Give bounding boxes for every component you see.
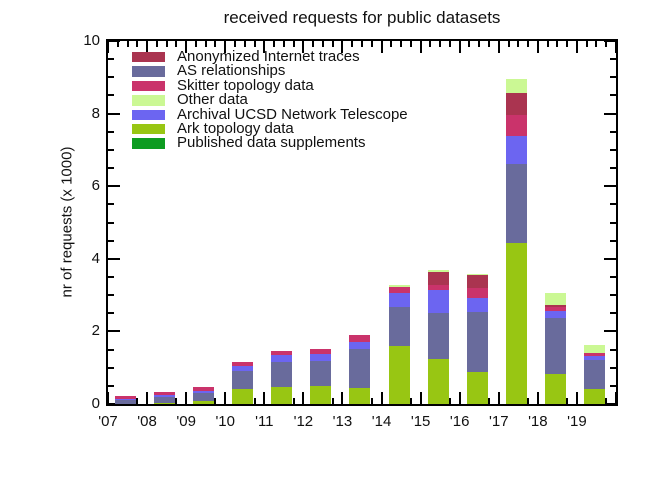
x-axis-tick <box>283 41 285 47</box>
y-tick-label: 10 <box>83 32 100 49</box>
x-tick-label: '07 <box>98 413 118 430</box>
x-tick-label: '13 <box>332 413 353 430</box>
x-axis-tick <box>351 41 353 47</box>
legend-item <box>132 76 408 94</box>
x-axis-tick <box>195 41 197 47</box>
bar-segment <box>389 285 410 287</box>
bar-segment <box>584 360 605 389</box>
bar-segment <box>545 311 566 319</box>
bar-segment <box>467 298 488 311</box>
legend-swatch <box>132 124 165 135</box>
y-axis-tick <box>604 185 616 187</box>
bar-segment <box>506 243 527 404</box>
bar-segment <box>154 395 175 397</box>
x-tick-label: '15 <box>410 413 431 430</box>
x-axis-tick <box>293 398 295 404</box>
x-axis-tick <box>459 41 461 53</box>
y-axis-tick <box>108 58 114 60</box>
bar-segment <box>584 356 605 360</box>
x-tick-label: '16 <box>449 413 470 430</box>
bar-segment <box>428 313 449 359</box>
x-axis-tick <box>488 398 490 404</box>
x-axis-tick <box>214 398 216 404</box>
y-axis-tick <box>610 131 616 133</box>
x-axis-tick <box>459 392 461 404</box>
bar-segment <box>271 355 292 362</box>
x-tick-label: '11 <box>255 413 274 430</box>
x-axis-tick <box>537 41 539 53</box>
bar-segment <box>193 387 214 390</box>
y-axis-tick <box>604 113 616 115</box>
bar-segment <box>154 397 175 402</box>
x-axis-tick <box>107 392 109 404</box>
x-axis-tick <box>410 398 412 404</box>
bar-segment <box>506 164 527 243</box>
y-axis-tick <box>610 149 616 151</box>
y-axis-tick <box>108 203 114 205</box>
x-axis-tick <box>244 41 246 47</box>
y-axis-tick <box>610 312 616 314</box>
x-axis-tick <box>527 41 529 47</box>
bar-segment <box>349 349 370 388</box>
x-axis-tick <box>429 41 431 47</box>
bar-segment <box>428 359 449 404</box>
legend-swatch <box>132 138 165 149</box>
bar-segment <box>545 374 566 404</box>
x-axis-tick <box>205 41 207 47</box>
x-axis-tick <box>234 41 236 47</box>
bar-segment <box>310 354 331 361</box>
y-axis-tick <box>604 258 616 260</box>
bar-segment <box>271 387 292 404</box>
y-axis-tick <box>108 113 120 115</box>
x-axis-tick <box>166 41 168 47</box>
bar-segment <box>154 392 175 395</box>
bar-segment <box>467 288 488 298</box>
x-axis-tick <box>293 41 295 47</box>
x-axis-tick <box>420 41 422 53</box>
legend-swatch <box>132 66 165 77</box>
x-tick-label: '14 <box>371 413 392 430</box>
x-axis-tick <box>185 392 187 404</box>
bar-segment <box>271 362 292 387</box>
x-axis-tick <box>615 392 617 404</box>
x-tick-label: '09 <box>176 413 196 430</box>
bar-segment <box>584 345 605 353</box>
x-axis-tick <box>605 398 607 404</box>
bar-segment <box>232 371 253 389</box>
bar-segment <box>349 342 370 349</box>
bar-segment <box>232 389 253 404</box>
y-axis-tick <box>610 385 616 387</box>
x-tick-label: '19 <box>567 413 587 430</box>
y-axis-tick <box>610 94 616 96</box>
y-axis-tick <box>610 76 616 78</box>
x-axis-tick <box>488 41 490 47</box>
x-axis-tick <box>508 41 510 47</box>
x-axis-tick <box>605 41 607 47</box>
bar-segment <box>389 346 410 404</box>
x-axis-tick <box>332 41 334 47</box>
bar-segment <box>545 293 566 305</box>
bar-segment <box>506 79 527 92</box>
y-axis-tick <box>610 167 616 169</box>
y-axis-tick <box>108 276 114 278</box>
x-axis-tick <box>449 41 451 47</box>
x-tick-label: '17 <box>488 413 509 430</box>
x-axis-tick <box>224 392 226 404</box>
bar-segment <box>154 403 175 404</box>
y-tick-label: 2 <box>91 322 100 340</box>
x-axis-tick <box>420 392 422 404</box>
y-axis-tick <box>108 385 114 387</box>
x-axis-tick <box>478 41 480 47</box>
y-axis-tick <box>108 240 114 242</box>
y-axis-tick <box>108 76 114 78</box>
legend-label: Skitter topology data <box>177 76 314 94</box>
bar-segment <box>193 391 214 394</box>
plot-area <box>106 39 618 406</box>
x-tick-label: '10 <box>215 413 235 430</box>
x-axis-tick <box>136 41 138 47</box>
x-axis-tick <box>498 392 500 404</box>
y-axis-tick <box>108 222 114 224</box>
x-axis-tick <box>400 41 402 47</box>
bar-segment <box>428 285 449 290</box>
legend-label: Ark topology data <box>177 119 294 137</box>
bar-segment <box>428 272 449 284</box>
x-axis-tick <box>312 41 314 47</box>
legend-swatch <box>132 110 165 121</box>
y-axis-tick <box>604 330 616 332</box>
x-axis-tick <box>576 392 578 404</box>
x-axis-tick <box>586 41 588 47</box>
bar-segment <box>115 396 136 399</box>
legend-swatch <box>132 95 165 106</box>
bar-segment <box>389 293 410 306</box>
y-tick-label: 0 <box>91 395 100 412</box>
y-axis-tick <box>610 367 616 369</box>
x-axis-tick <box>468 41 470 47</box>
bar-segment <box>428 290 449 313</box>
bar-segment <box>349 388 370 404</box>
bar-segment <box>310 386 331 404</box>
y-tick-label: 8 <box>91 104 100 122</box>
y-axis-tick <box>108 312 114 314</box>
legend-label: Archival UCSD Network Telescope <box>177 105 408 123</box>
y-axis-tick <box>108 294 114 296</box>
y-axis-label: nr of requests (x 1000) <box>58 146 76 298</box>
x-axis-tick <box>273 41 275 47</box>
y-axis-tick <box>108 185 120 187</box>
x-axis-tick <box>371 398 373 404</box>
bar-segment <box>467 312 488 373</box>
y-tick-label: 4 <box>91 249 100 267</box>
y-axis-tick <box>610 240 616 242</box>
y-axis-tick <box>108 258 120 260</box>
x-axis-tick <box>254 398 256 404</box>
x-axis-tick <box>498 41 500 53</box>
y-axis-tick <box>610 349 616 351</box>
x-axis-tick <box>175 41 177 47</box>
x-axis-tick <box>556 41 558 47</box>
bar-segment <box>232 362 253 366</box>
bar-segment <box>115 399 136 400</box>
chart-title: received requests for public datasets <box>223 8 501 27</box>
x-axis-tick <box>566 398 568 404</box>
legend-item <box>132 136 408 150</box>
x-axis-tick <box>263 392 265 404</box>
legend-swatch <box>132 52 165 63</box>
x-axis-tick <box>390 41 392 47</box>
x-axis-tick <box>517 41 519 47</box>
bar-segment <box>193 401 214 404</box>
bar-segment <box>193 393 214 401</box>
x-axis-tick <box>146 392 148 404</box>
bar-segment <box>271 351 292 355</box>
bar-segment <box>584 389 605 404</box>
x-axis-tick <box>566 41 568 47</box>
y-axis-tick <box>610 222 616 224</box>
x-axis-tick <box>547 41 549 47</box>
x-axis-tick <box>381 392 383 404</box>
bar-segment <box>506 136 527 164</box>
bar-segment <box>310 361 331 386</box>
x-tick-label: '12 <box>293 413 314 430</box>
bar-segment <box>545 318 566 374</box>
x-axis-tick <box>595 41 597 47</box>
x-axis-tick <box>332 398 334 404</box>
bar-segment <box>545 305 566 308</box>
x-axis-tick <box>576 41 578 53</box>
y-axis-tick <box>108 367 114 369</box>
y-axis-tick <box>108 349 114 351</box>
x-axis-tick <box>302 392 304 404</box>
y-axis-tick <box>108 94 114 96</box>
legend-label: Anonymized Internet traces <box>177 48 360 65</box>
y-axis-tick <box>108 149 114 151</box>
bar-segment <box>389 287 410 294</box>
x-axis-tick <box>175 398 177 404</box>
bar-segment <box>428 270 449 272</box>
y-tick-label: 6 <box>91 177 100 195</box>
legend-label: Published data supplements <box>177 134 366 152</box>
bar-segment <box>115 400 136 404</box>
bar-segment <box>584 353 605 356</box>
x-axis-tick <box>439 41 441 47</box>
x-axis-tick <box>615 41 617 53</box>
x-axis-tick <box>254 41 256 47</box>
bar-segment <box>545 307 566 310</box>
x-axis-tick <box>527 398 529 404</box>
legend <box>132 50 408 151</box>
x-axis-tick <box>537 392 539 404</box>
x-tick-label: '08 <box>137 413 157 430</box>
bar-segment <box>310 349 331 354</box>
legend-swatch <box>132 81 165 92</box>
x-axis-tick <box>371 41 373 47</box>
y-axis-tick <box>108 330 120 332</box>
y-axis-tick <box>610 276 616 278</box>
x-axis-tick <box>361 41 363 47</box>
x-axis-tick <box>136 398 138 404</box>
bar-segment <box>389 307 410 346</box>
bar-segment <box>467 274 488 275</box>
x-axis-tick <box>449 398 451 404</box>
x-axis-tick <box>341 392 343 404</box>
bar-segment <box>506 93 527 116</box>
x-axis-tick <box>322 41 324 47</box>
y-axis-tick <box>610 294 616 296</box>
bar-segment <box>232 366 253 371</box>
bar-segment <box>349 335 370 342</box>
x-tick-label: '18 <box>528 413 548 430</box>
bar-segment <box>467 372 488 404</box>
x-axis-tick <box>156 41 158 47</box>
x-axis-tick <box>117 41 119 47</box>
y-axis-tick <box>108 167 114 169</box>
x-axis-tick <box>127 41 129 47</box>
x-axis-tick <box>107 41 109 53</box>
legend-label: AS relationships <box>177 62 286 80</box>
bar-segment <box>506 115 527 136</box>
x-axis-tick <box>410 41 412 47</box>
y-axis-tick <box>108 131 114 133</box>
x-axis-tick <box>214 41 216 47</box>
y-axis-tick <box>610 58 616 60</box>
y-axis-tick <box>610 203 616 205</box>
bar-segment <box>467 275 488 288</box>
legend-label: Other data <box>177 91 248 109</box>
